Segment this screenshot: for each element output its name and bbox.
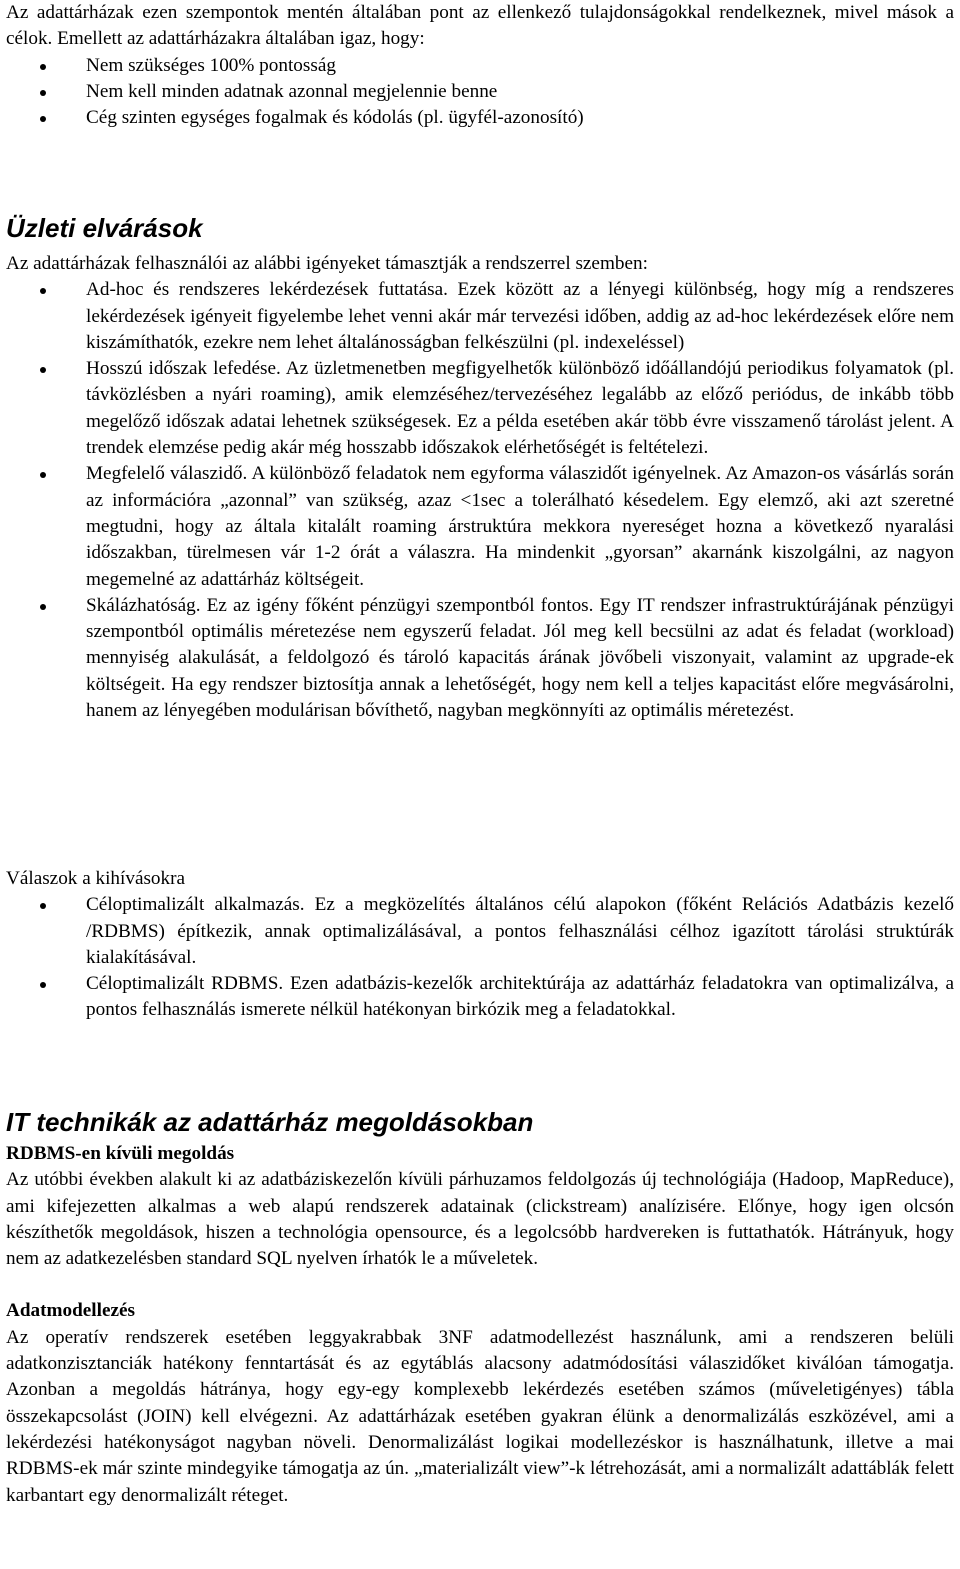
- list-item: Nem kell minden adatnak azonnal megjelennie benne: [6, 79, 954, 105]
- intro-paragraph: Az adattárházak ezen szempontok mentén általában pont az ellenkező tulajdonságokkal rendelkeznek, mivel mások a célok. Emellett az adattárházakra általában igaz, hogy:: [6, 2, 954, 50]
- uzleti-paragraph: Az adattárházak felhasználói az alábbi igényeket támasztják a rendszerrel szemben:: [6, 253, 648, 274]
- list-item: Skálázhatóság. Ez az igény főként pénzügyi szempontból fontos. Egy IT rendszer infrastruktúrájának pénzügyi szempontból optimális méretezése nem egyszerű feladat. Jól meg kell becsülni az adat és feladat (workload) mennyiség alakulását, a feldolgozó és tároló kapacitás árának jövőbeli viszonyait, valamint az upgrade-ek költségeit. Ha egy rendszer biztosítja annak a lehetőségét, hogy nem kell a teljes kapacitást előre megvásárolni, hanem az lényegében modulárisan bővíthető, nagyban megkönnyíti az optimális méretezést.: [6, 593, 954, 724]
- bullet-icon: [40, 604, 46, 610]
- model-paragraph: Az operatív rendszerek esetében leggyakrabbak 3NF adatmodellezést használunk, ami a rendszeren belüli adatkonzisztanciák hatékony fenntartását és az egytáblás alacsony adatmódosítási válaszidőket kiválóan támogatja. Azonban a megoldás hátránya, hogy egy-egy komplexebb lekérdezés esetében számos (műveletigényes) tábla összekapcsolást (JOIN) kell elvégezni. Az adattárházak esetében gyakran élünk a denormalizálás eszközével, ami a lekérdezési hatékonyságot nagyban növeli. Denormalizálást logikai modellezéskor is használhatunk, illetve a mai RDBMS-ek már szinte mindegyike támogatja az ún. „materializált view”-k létrehozását, ami a normalizált adattáblák felett karbantart egy denormalizált réteget.: [6, 1326, 954, 1506]
- intro-bullet-list: [6, 53, 954, 132]
- intro-section: [6, 0, 954, 131]
- bullet-icon: [40, 367, 46, 373]
- section-heading: IT technikák az adattárház megoldásokban: [6, 1107, 534, 1137]
- bullet-icon: [40, 288, 46, 294]
- list-item: Nem szükséges 100% pontosság: [6, 53, 954, 79]
- rdbms-paragraph: Az utóbbi években alakult ki az adatbáziskezelőn kívüli párhuzamos feldolgozás új technológiája (Hadoop, MapReduce), ami kifejezetten alkalmas a web alapú rendszerek adatainak (clickstream) analízisére. Előnye, hogy igen olcsón készíthetők megoldások, hiszen a technológia opensource, és a legolcsóbb hardvereken is futtathatók. Hátrányuk, hogy nem az adatkezelésben standard SQL nyelven írhatók le a műveletek.: [6, 1169, 954, 1270]
- list-item: Cég szinten egységes fogalmak és kódolás (pl. ügyfél-azonosító): [6, 105, 954, 131]
- valaszok-bullet-list: [6, 892, 954, 1023]
- section-heading: Üzleti elvárások: [6, 213, 203, 243]
- uzleti-section: [6, 212, 954, 724]
- subsection-heading: Adatmodellezés: [6, 1300, 135, 1322]
- list-item: Céloptimalizált RDBMS. Ezen adatbázis-kezelők architektúrája az adattárház feladatokra van optimalizálva, a pontos felhasználás ismerete nélkül hatékonyan birkózik meg a feladatokkal.: [6, 971, 954, 1024]
- bullet-icon: [40, 903, 46, 909]
- list-item: Megfelelő válaszidő. A különböző feladatok nem egyforma válaszidőt igényelnek. Az Amazon-os vásárlás során az információra „azonnal” van szükség, azaz <1sec a tolerálható késedelem. Egy elemző, aki azt szeretné megtudni, hogy az általa kitalált roaming árstruktúra mekkora nyereséget hozna a következő nyaralási időszakban, türelmesen vár 1-2 órát a válaszra. Ha mindenkit „gyorsan” akarnánk kiszolgálni, az nagyon megemelné az adattárház költségeit.: [6, 461, 954, 592]
- valaszok-section: [6, 866, 954, 1024]
- subsection-heading: RDBMS-en kívüli megoldás: [6, 1143, 235, 1164]
- valaszok-paragraph: Válaszok a kihívásokra: [6, 868, 186, 889]
- bullet-icon: [40, 982, 46, 988]
- bullet-icon: [40, 90, 46, 96]
- it-section: [6, 1106, 954, 1509]
- bullet-icon: [40, 116, 46, 122]
- bullet-icon: [40, 64, 46, 70]
- bullet-icon: [40, 472, 46, 478]
- uzleti-bullet-list: [6, 277, 954, 724]
- list-item: Ad-hoc és rendszeres lekérdezések futtatása. Ezek között az a lényegi különbség, hogy míg a rendszeres lekérdezések igényeit figyelembe lehet venni akár már tervezési időben, addig az ad-hoc lekérdezések előre nem kiszámíthatók, ezekre nem lehet általánosságban felkészülni (pl. indexeléssel): [6, 277, 954, 356]
- list-item: Hosszú időszak lefedése. Az üzletmenetben megfigyelhetők különböző időállandójú periodikus folyamatok (pl. távközlésben a nyári roaming), amik elemzéséhez/tervezéséhez legalább az előző periódus, de inkább több megelőző időszak adatai lehetnek szükségesek. Ez a példa esetében akár több évre visszamenő tárolást jelent. A trendek elemzése pedig akár még hosszabb időszakok elérhetőségét is feltételezi.: [6, 356, 954, 461]
- list-item: Céloptimalizált alkalmazás. Ez a megközelítés általános célú alapokon (főként Relációs Adatbázis kezelő /RDBMS) építkezik, annak optimalizálásával, a pontos felhasználási célhoz igazított tárolási struktúrák kialakításával.: [6, 892, 954, 971]
